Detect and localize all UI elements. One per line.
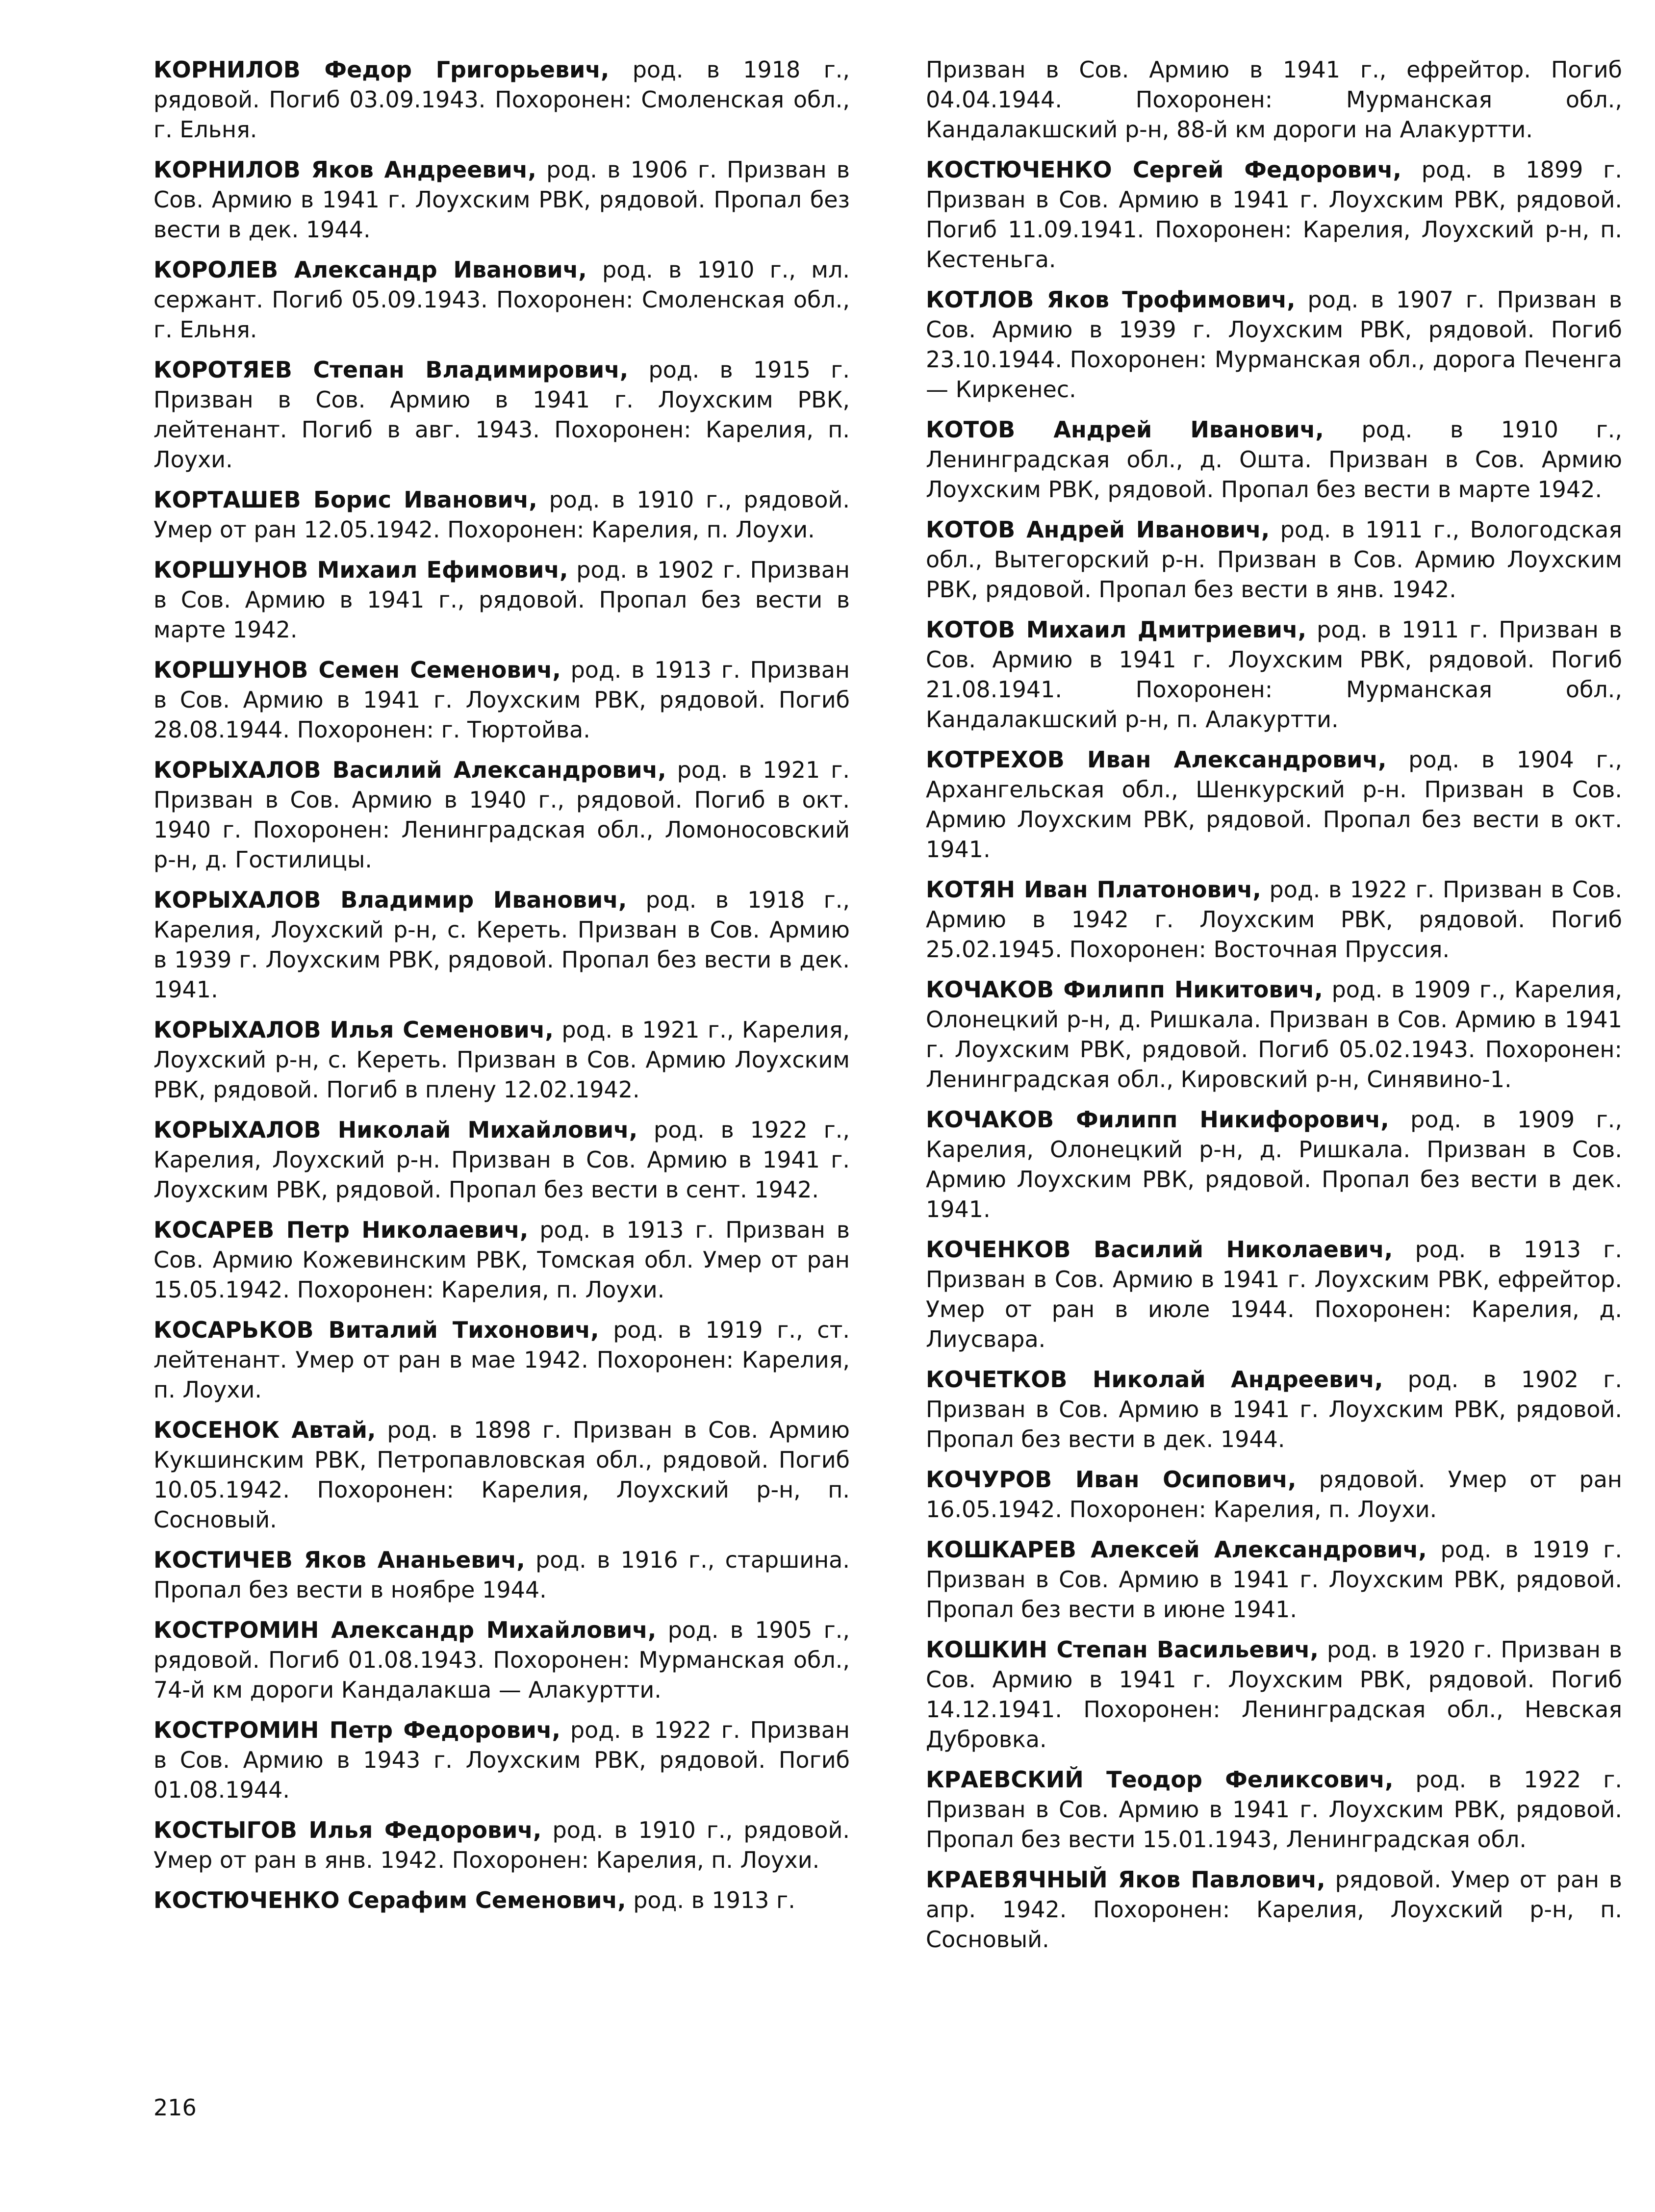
entry-text: род. в 1909 г., Карелия, Олонецкий р-н, д. Ришкала. Призван в Сов. Армию в 1941 г. Лоухским РВК, рядовой. Погиб 05.02.1943. Похоронен: Ленинградская обл., Кировский р-н, Синявино-1.: [926, 976, 1623, 1093]
entry-name: КОТЯН Иван Платонович,: [926, 876, 1261, 903]
entry-text: род. в 1922 г. Призван в Сов. Армию в 1942 г. Лоухским РВК, рядовой. Погиб 25.02.1945. Похоронен: Восточная Пруссия.: [926, 876, 1622, 963]
entry: [926, 1535, 1622, 1625]
entry: [926, 1865, 1622, 1955]
entry: [153, 755, 850, 875]
entry-name: КОТОВ Михаил Дмитриевич,: [926, 616, 1307, 643]
entry-name: КОШКИН Степан Васильевич,: [926, 1636, 1319, 1663]
entry-text: рядовой. Умер от ран в апр. 1942. Похоронен: Карелия, Лоухский р-н, п. Сосновый.: [926, 1866, 1623, 1953]
entry-name: КОТРЕХОВ Иван Александрович,: [926, 746, 1387, 773]
entry-text: род. в 1920 г. Призван в Сов. Армию в 1941 г. Лоухским РВК, рядовой. Погиб 14.12.1941. Похоронен: Ленинградская обл., Невская Дубровка.: [926, 1636, 1622, 1753]
entry-text: рядовой. Умер от ран 16.05.1942. Похоронен: Карелия, п. Лоухи.: [926, 1466, 1622, 1523]
entry-name: КОРШУНОВ Михаил Ефимович,: [153, 557, 568, 583]
entry-name: КОРЫХАЛОВ Николай Михайлович,: [153, 1117, 638, 1143]
entry-name: КОРНИЛОВ Федор Григорьевич,: [153, 56, 610, 83]
entry: [153, 1415, 850, 1535]
entry-text: род. в 1916 г., старшина. Пропал без вести в ноябре 1944.: [153, 1547, 850, 1603]
entry: [153, 155, 850, 245]
entry-text: род. в 1918 г., Карелия, Лоухский р-н, с. Кереть. Призван в Сов. Армию в 1939 г. Лоухским РВК, рядовой. Пропал без вести в дек. 1941.: [153, 887, 850, 1003]
entry-name: КОТОВ Андрей Иванович,: [926, 516, 1270, 543]
left-column: [153, 55, 850, 1926]
entry: [153, 885, 850, 1005]
entry: [153, 555, 850, 645]
entry-text: род. в 1910 г., рядовой. Умер от ран 12.05.1942. Похоронен: Карелия, п. Лоухи.: [153, 486, 850, 543]
entry-name: КОРЫХАЛОВ Владимир Иванович,: [153, 887, 627, 913]
entry: [926, 975, 1622, 1094]
entry-name: КОСТЮЧЕНКО Сергей Федорович,: [926, 156, 1401, 183]
entry-text: род. в 1922 г. Призван в Сов. Армию в 1943 г. Лоухским РВК, рядовой. Погиб 01.08.1944.: [153, 1717, 850, 1803]
entry-name: КОЧАКОВ Филипп Никитович,: [926, 976, 1323, 1003]
entry-text: род. в 1910 г., мл. сержант. Погиб 05.09.1943. Похоронен: Смоленская обл., г. Ельня.: [153, 256, 850, 343]
entry-name: КОРОЛЕВ Александр Иванович,: [153, 256, 587, 283]
entry: [926, 1765, 1622, 1855]
entry-name: КОСАРЬКОВ Виталий Тихонович,: [153, 1317, 599, 1343]
entry: [926, 1635, 1622, 1754]
entry-name: КРАЕВСКИЙ Теодор Феликсович,: [926, 1766, 1394, 1793]
entry-text: род. в 1911 г. Призван в Сов. Армию в 1941 г. Лоухским РВК, рядовой. Погиб 21.08.1941. Похоронен: Мурманская обл., Кандалакшский р-н, п. Алакуртти.: [926, 616, 1622, 733]
entry: [926, 1105, 1622, 1224]
entry-text: род. в 1913 г. Призван в Сов. Армию Кожевинским РВК, Томская обл. Умер от ран 15.05.1942. Похоронен: Карелия, п. Лоухи.: [153, 1217, 850, 1303]
entry-name: КОРЫХАЛОВ Василий Александрович,: [153, 757, 666, 783]
entry-name: КОЧЕНКОВ Василий Николаевич,: [926, 1236, 1393, 1263]
entry-text: род. в 1904 г., Архангельская обл., Шенкурский р-н. Призван в Сов. Армию Лоухским РВК, рядовой. Пропал без вести в окт. 1941.: [926, 746, 1622, 863]
entry: [926, 55, 1622, 145]
entry: [153, 1545, 850, 1605]
entry: [926, 875, 1622, 965]
entry-text: род. в 1919 г. Призван в Сов. Армию в 1941 г. Лоухским РВК, рядовой. Пропал без вести в июне 1941.: [926, 1536, 1622, 1623]
entry-name: КОЧАКОВ Филипп Никифорович,: [926, 1106, 1389, 1133]
entry: [926, 1465, 1622, 1525]
entry: [153, 655, 850, 745]
entry-text: Призван в Сов. Армию в 1941 г., ефрейтор. Погиб 04.04.1944. Похоронен: Мурманская обл., Кандалакшский р-н, 88-й км дороги на Алакуртти.: [926, 56, 1622, 143]
entry-name: КОСТИЧЕВ Яков Ананьевич,: [153, 1547, 525, 1573]
entry: [153, 1015, 850, 1105]
entry: [153, 1215, 850, 1305]
entry-text: род. в 1898 г. Призван в Сов. Армию Кукшинским РВК, Петропавловская обл., рядовой. Погиб 10.05.1942. Похоронен: Карелия, Лоухский р-н, п. Сосновый.: [153, 1417, 850, 1533]
entry-text: род. в 1905 г., рядовой. Погиб 01.08.1943. Похоронен: Мурманская обл., 74-й км дороги Кандалакша — Алакуртти.: [153, 1617, 850, 1703]
entry: [153, 55, 850, 145]
entry-name: КОРЫХАЛОВ Илья Семенович,: [153, 1017, 554, 1043]
entry-name: КОСЕНОК Автай,: [153, 1417, 376, 1443]
entry-text: род. в 1922 г., Карелия, Лоухский р-н. Призван в Сов. Армию в 1941 г. Лоухским РВК, рядовой. Пропал без вести в сент. 1942.: [153, 1117, 850, 1203]
entry-name: КОСТЫГОВ Илья Федорович,: [153, 1817, 542, 1843]
entry-name: КРАЕВЯЧНЫЙ Яков Павлович,: [926, 1866, 1325, 1893]
entry: [926, 155, 1622, 275]
entry-text: род. в 1910 г., Ленинградская обл., д. Ошта. Призван в Сов. Армию Лоухским РВК, рядовой. Пропал без вести в марте 1942.: [926, 416, 1622, 503]
entry: [926, 745, 1622, 864]
entry-name: КОРОТЯЕВ Степан Владимирович,: [153, 356, 629, 383]
entry: [153, 255, 850, 345]
entry-text: род. в 1911 г., Вологодская обл., Вытегорский р-н. Призван в Сов. Армию Лоухским РВК, рядовой. Пропал без вести в янв. 1942.: [926, 516, 1622, 603]
entry-text: род. в 1899 г. Призван в Сов. Армию в 1941 г. Лоухским РВК, рядовой. Погиб 11.09.1941. Похоронен: Карелия, Лоухский р-н, п. Кестеньга.: [926, 156, 1622, 273]
entry-text: род. в 1919 г., ст. лейтенант. Умер от ран в мае 1942. Похоронен: Карелия, п. Лоухи.: [153, 1317, 850, 1403]
page-number: 216: [153, 2094, 197, 2121]
right-column: [926, 55, 1622, 1965]
entry-text: род. в 1907 г. Призван в Сов. Армию в 1939 г. Лоухским РВК, рядовой. Погиб 23.10.1944. Похоронен: Мурманская обл., дорога Печенга — Киркенес.: [926, 286, 1622, 403]
entry-text: род. в 1910 г., рядовой. Умер от ран в янв. 1942. Похоронен: Карелия, п. Лоухи.: [153, 1817, 850, 1873]
entry-text: род. в 1913 г. Призван в Сов. Армию в 1941 г. Лоухским РВК, ефрейтор. Умер от ран в июле 1944. Похоронен: Карелия, д. Лиусвара.: [926, 1236, 1622, 1352]
entry-text: род. в 1921 г. Призван в Сов. Армию в 1940 г., рядовой. Погиб в окт. 1940 г. Похоронен: Ленинградская обл., Ломоносовский р-н, д. Гостилицы.: [153, 757, 850, 873]
entry: [153, 1615, 850, 1705]
entry: [153, 355, 850, 475]
entry-text: род. в 1915 г. Призван в Сов. Армию в 1941 г. Лоухским РВК, лейтенант. Погиб в авг. 1943. Похоронен: Карелия, п. Лоухи.: [153, 356, 850, 473]
entry-text: род. в 1913 г.: [626, 1887, 795, 1913]
entry-text: род. в 1918 г., рядовой. Погиб 03.09.1943. Похоронен: Смоленская обл., г. Ельня.: [153, 56, 850, 143]
entry-text: род. в 1902 г. Призван в Сов. Армию в 1941 г., рядовой. Пропал без вести в марте 1942.: [153, 557, 850, 643]
entry-name: КОСТЮЧЕНКО Серафим Семенович,: [153, 1887, 626, 1913]
entry: [153, 485, 850, 545]
entry-text: род. в 1922 г. Призван в Сов. Армию в 1941 г. Лоухским РВК, рядовой. Пропал без вести 15.01.1943, Ленинградская обл.: [926, 1766, 1622, 1853]
entry-name: КОТЛОВ Яков Трофимович,: [926, 286, 1296, 313]
entry: [153, 1815, 850, 1875]
entry-name: КОТОВ Андрей Иванович,: [926, 416, 1324, 443]
entry-name: КОСАРЕВ Петр Николаевич,: [153, 1217, 529, 1243]
entry: [153, 1885, 850, 1915]
entry-text: род. в 1909 г., Карелия, Олонецкий р-н, д. Ришкала. Призван в Сов. Армию Лоухским РВК, рядовой. Пропал без вести в дек. 1941.: [926, 1106, 1622, 1222]
entry: [926, 415, 1622, 505]
entry-name: КОРТАШЕВ Борис Иванович,: [153, 486, 537, 513]
entry-name: КОРШУНОВ Семен Семенович,: [153, 657, 561, 683]
entry-text: род. в 1902 г. Призван в Сов. Армию в 1941 г. Лоухским РВК, рядовой. Пропал без вести в дек. 1944.: [926, 1366, 1622, 1452]
entry: [153, 1115, 850, 1205]
entry: [926, 1365, 1622, 1454]
entry-name: КОЧУРОВ Иван Осипович,: [926, 1466, 1297, 1493]
entry-name: КОШКАРЕВ Алексей Александрович,: [926, 1536, 1427, 1563]
entry: [926, 615, 1622, 735]
entry-name: КОЧЕТКОВ Николай Андреевич,: [926, 1366, 1383, 1393]
entry: [153, 1715, 850, 1805]
entry: [153, 1315, 850, 1405]
entry: [926, 285, 1622, 405]
entry: [926, 515, 1622, 605]
entry-name: КОРНИЛОВ Яков Андреевич,: [153, 156, 536, 183]
entry-text: род. в 1906 г. Призван в Сов. Армию в 1941 г. Лоухским РВК, рядовой. Пропал без вести в дек. 1944.: [153, 156, 850, 243]
entry-text: род. в 1913 г. Призван в Сов. Армию в 1941 г. Лоухским РВК, рядовой. Погиб 28.08.1944. Похоронен: г. Тюртойва.: [153, 657, 850, 743]
entry: [926, 1235, 1622, 1354]
entry-text: род. в 1921 г., Карелия, Лоухский р-н, с. Кереть. Призван в Сов. Армию Лоухским РВК, рядовой. Погиб в плену 12.02.1942.: [153, 1017, 850, 1103]
entry-name: КОСТРОМИН Петр Федорович,: [153, 1717, 560, 1743]
entry-name: КОСТРОМИН Александр Михайлович,: [153, 1617, 657, 1643]
